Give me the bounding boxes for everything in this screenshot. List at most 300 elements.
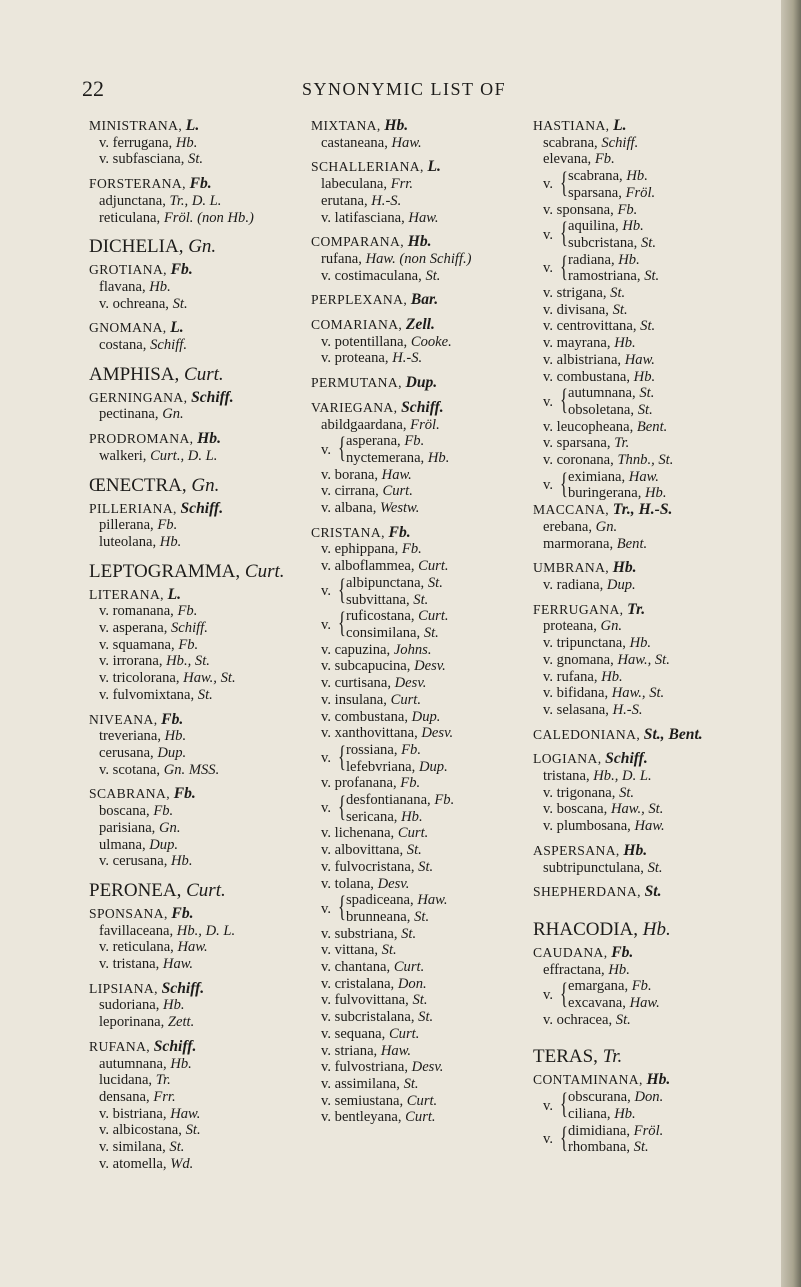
- synonym-name: v. xanthovittana,: [321, 725, 418, 742]
- synonym-name: subcristana,: [568, 234, 638, 251]
- synonym-name: castaneana,: [321, 134, 388, 151]
- synonym-name: sparsana,: [568, 184, 622, 201]
- synonym-name: eximiana,: [568, 468, 626, 485]
- synonym-line: [311, 1093, 529, 1110]
- synonym-name: v. combustana,: [321, 708, 408, 725]
- variety-abbrev: v.: [543, 259, 553, 276]
- species-heading: [533, 945, 769, 962]
- synonym-author: Hb.: [171, 853, 193, 870]
- variety-brace-group: [533, 1089, 769, 1122]
- brace-pair: [346, 742, 448, 775]
- synonym-name: v. subcristalana,: [321, 1009, 415, 1026]
- synonym-author: Fb.: [401, 541, 422, 558]
- species-name: CONTAMINANA,: [533, 1072, 643, 1088]
- variety-brace-group: [311, 608, 529, 641]
- column-3: [533, 118, 769, 1156]
- synonym-author: Fb.: [617, 201, 638, 218]
- species-heading: [533, 751, 769, 768]
- synonym-author: St.: [188, 151, 204, 168]
- brace-line: [568, 1123, 663, 1140]
- synonym-author: Tr., D. L.: [169, 192, 222, 209]
- species-name: VARIEGANA,: [311, 399, 398, 415]
- synonym-author: Fb.: [404, 433, 425, 450]
- synonym-line: [311, 926, 529, 943]
- synonym-name: favillaceana,: [99, 922, 174, 939]
- synonym-name: v. tolana,: [321, 875, 374, 892]
- synonym-line: [89, 603, 311, 620]
- brace-line: [568, 168, 655, 185]
- synonym-name: consimilana,: [346, 624, 421, 641]
- species-author: Hb.: [623, 841, 648, 859]
- synonym-line: [89, 534, 311, 551]
- variety-brace-group: [311, 892, 529, 925]
- synonym-name: v. tricolorana,: [99, 670, 180, 687]
- synonym-author: Hb.: [175, 134, 198, 151]
- synonym-name: ulmana,: [99, 836, 146, 853]
- synonym-line: [311, 842, 529, 859]
- genus-heading: [89, 475, 311, 497]
- species-name: SCABRANA,: [89, 786, 171, 802]
- synonym-line: [89, 1139, 311, 1156]
- brace-line: [568, 485, 667, 502]
- synonym-name: v. bistriana,: [99, 1105, 167, 1122]
- synonym-author: Desv.: [414, 658, 446, 675]
- species-heading: [89, 431, 311, 448]
- synonym-author: St.: [612, 301, 628, 318]
- synonym-line: [89, 1106, 311, 1123]
- synonym-name: elevana,: [543, 151, 592, 168]
- synonym-author: Hb., St.: [166, 653, 210, 670]
- variety-brace-group: [533, 385, 769, 418]
- synonym-line: [89, 837, 311, 854]
- synonym-author: Curt.: [388, 1025, 420, 1042]
- synonym-author: Haw., St.: [610, 801, 664, 818]
- synonym-author: Haw.: [177, 939, 208, 956]
- synonym-name: subtripunctulana,: [543, 859, 644, 876]
- synonym-line: [533, 536, 769, 553]
- species-heading: [533, 118, 769, 135]
- synonym-line: [533, 685, 769, 702]
- synonym-line: [533, 818, 769, 835]
- synonym-line: [533, 768, 769, 785]
- synonym-line: [311, 483, 529, 500]
- synonym-author: Hb.: [645, 485, 667, 502]
- species-heading: [89, 712, 311, 729]
- synonym-author: Dup.: [411, 708, 441, 725]
- synonym-author: St.: [610, 285, 626, 302]
- synonym-name: sudoriana,: [99, 997, 160, 1014]
- brace-glyph: {: [338, 790, 346, 824]
- synonym-name: v. bifidana,: [543, 685, 609, 702]
- brace-glyph: {: [560, 383, 568, 417]
- synonym-author: Hb.: [427, 449, 450, 466]
- synonym-author: Haw.: [380, 1042, 411, 1059]
- synonym-author: St.: [381, 942, 397, 959]
- brace-line: [346, 450, 449, 467]
- brace-pair: [346, 792, 454, 825]
- brace-pair: [568, 1123, 663, 1156]
- genus-heading: [533, 919, 769, 941]
- brace-pair: [568, 218, 656, 251]
- brace-pair: [568, 168, 655, 201]
- synonym-line: [89, 1089, 311, 1106]
- species-author: Tr.: [627, 600, 646, 618]
- species-name: LITERANA,: [89, 586, 164, 602]
- synonym-author: St.: [639, 385, 655, 402]
- synonym-name: v. assimilana,: [321, 1075, 400, 1092]
- synonym-name: ramostriana,: [568, 268, 641, 285]
- synonym-name: v. ferrugana,: [99, 134, 173, 151]
- synonym-name: erebana,: [543, 518, 593, 535]
- synonym-name: v. insulana,: [321, 691, 387, 708]
- synonym-author: Haw., St.: [611, 685, 665, 702]
- synonym-author: Curt.: [418, 608, 449, 625]
- synonym-author: St.: [197, 686, 213, 703]
- synonym-line: [89, 337, 311, 354]
- synonym-author: Fröl.: [410, 416, 440, 433]
- synonym-name: ruficostana,: [346, 608, 415, 625]
- page-number: 22: [82, 76, 104, 101]
- species-heading: [89, 118, 311, 135]
- synonym-name: v. albovittana,: [321, 842, 404, 859]
- synonym-name: v. irrorana,: [99, 653, 163, 670]
- species-author: Hb.: [407, 233, 432, 251]
- synonym-name: treveriana,: [99, 728, 161, 745]
- brace-line: [568, 469, 667, 486]
- synonym-name: scabrana,: [568, 168, 623, 185]
- synonym-author: H.-S.: [612, 701, 643, 718]
- species-heading: [89, 1039, 311, 1056]
- variety-brace-group: [311, 575, 529, 608]
- synonym-name: v. ochreana,: [99, 295, 169, 312]
- synonym-name: cerusana,: [99, 744, 154, 761]
- synonym-name: desfontianana,: [346, 792, 431, 809]
- synonym-line: [311, 135, 529, 152]
- synonym-name: ciliana,: [568, 1105, 611, 1122]
- synonym-name: subvittana,: [346, 591, 410, 608]
- species-name: SPONSANA,: [89, 905, 168, 921]
- synonym-author: Gn.: [595, 518, 618, 535]
- synonym-line: [311, 176, 529, 193]
- synonym-line: [311, 1009, 529, 1026]
- variety-abbrev: v.: [543, 1130, 553, 1147]
- synonym-author: Fb.: [401, 741, 422, 758]
- synonym-line: [533, 335, 769, 352]
- synonym-author: Curt.: [406, 1092, 438, 1109]
- synonym-name: v. mayrana,: [543, 335, 611, 352]
- synonym-author: St.: [172, 295, 188, 312]
- synonym-author: Gn.: [600, 618, 623, 635]
- genus-author: Gn.: [188, 236, 217, 258]
- species-name: LIPSIANA,: [89, 980, 158, 996]
- synonym-line: [311, 859, 529, 876]
- synonym-author: Thnb., St.: [617, 452, 674, 469]
- synonym-author: Curt.: [390, 691, 422, 708]
- synonym-author: Frr.: [153, 1088, 176, 1105]
- synonym-name: v. cirrana,: [321, 483, 379, 500]
- synonym-author: St.: [644, 268, 660, 285]
- synonym-author: H.-S.: [392, 350, 423, 367]
- brace-line: [346, 433, 449, 450]
- synonym-author: Westw.: [380, 500, 420, 517]
- synonym-line: [89, 406, 311, 423]
- brace-line: [568, 185, 655, 202]
- species-author: Schiff.: [605, 750, 648, 768]
- synonym-author: Gn. MSS.: [163, 761, 220, 778]
- synonym-line: [311, 992, 529, 1009]
- synonym-line: [89, 939, 311, 956]
- synonym-author: St.: [414, 908, 430, 925]
- synonym-name: v. costimaculana,: [321, 267, 422, 284]
- synonym-author: Fb.: [434, 792, 455, 809]
- synonym-name: v. reticulana,: [99, 939, 174, 956]
- synonym-author: Curt.: [418, 558, 449, 575]
- synonym-line: [89, 1014, 311, 1031]
- species-heading: [311, 118, 529, 135]
- synonym-author: Haw.: [634, 818, 665, 835]
- brace-glyph: {: [560, 1087, 568, 1121]
- synonym-name: v. tristana,: [99, 956, 160, 973]
- synonym-author: Haw.: [391, 134, 422, 151]
- synonym-line: [311, 709, 529, 726]
- synonym-line: [533, 452, 769, 469]
- genus-author: Curt.: [244, 560, 285, 582]
- synonym-author: St.: [418, 1009, 434, 1026]
- synonym-line: [533, 652, 769, 669]
- synonym-name: obscurana,: [568, 1089, 631, 1106]
- brace-line: [346, 742, 448, 759]
- brace-line: [568, 995, 660, 1012]
- brace-line: [346, 792, 454, 809]
- synonym-name: v. semiustana,: [321, 1092, 404, 1109]
- species-author: Fb.: [189, 175, 212, 193]
- synonym-author: Curt.: [405, 1109, 436, 1126]
- synonym-line: [311, 692, 529, 709]
- synonym-line: [533, 669, 769, 686]
- synonym-line: [533, 285, 769, 302]
- synonym-name: v. squamana,: [99, 636, 175, 653]
- synonym-name: tristana,: [543, 768, 590, 785]
- synonym-author: Hb.: [622, 218, 644, 235]
- synonym-line: [89, 670, 311, 687]
- species-name: SCHALLERIANA,: [311, 159, 424, 175]
- synonym-name: v. centrovittana,: [543, 318, 637, 335]
- synonym-line: [533, 435, 769, 452]
- synonym-line: [89, 637, 311, 654]
- synonym-author: Fb.: [177, 603, 198, 620]
- synonym-name: costana,: [99, 337, 147, 354]
- species-name: CRISTANA,: [311, 524, 385, 540]
- synonym-name: scabrana,: [543, 134, 598, 151]
- synonym-line: [89, 1056, 311, 1073]
- synonym-author: Johns.: [393, 641, 432, 658]
- brace-glyph: {: [560, 466, 568, 500]
- synonym-name: v. fulvovittana,: [321, 992, 409, 1009]
- brace-line: [346, 592, 443, 609]
- synonym-name: effractana,: [543, 961, 605, 978]
- species-heading: [311, 375, 529, 392]
- synonym-line: [89, 745, 311, 762]
- synonym-name: v. tripunctana,: [543, 635, 626, 652]
- brace-pair: [346, 575, 443, 608]
- synonym-name: v. lichenana,: [321, 825, 395, 842]
- species-author: Hb.: [646, 1071, 671, 1089]
- synonym-line: [89, 1072, 311, 1089]
- brace-line: [568, 218, 656, 235]
- synonym-author: Fb.: [594, 151, 615, 168]
- synonym-line: [533, 419, 769, 436]
- synonym-line: [533, 369, 769, 386]
- synonym-name: v. selasana,: [543, 701, 609, 718]
- variety-abbrev: v.: [321, 800, 331, 817]
- species-author: St.: [644, 883, 662, 901]
- synonym-line: [533, 318, 769, 335]
- synonym-name: v. proteana,: [321, 350, 389, 367]
- species-heading: [311, 292, 529, 309]
- brace-glyph: {: [560, 1120, 568, 1154]
- synonym-author: Bent.: [636, 418, 668, 435]
- synonym-author: Haw.: [417, 892, 448, 909]
- synonym-name: asperana,: [346, 433, 401, 450]
- synonym-author: Gn.: [158, 819, 181, 836]
- synonym-line: [533, 1012, 769, 1029]
- spacer: [533, 835, 769, 843]
- synonym-author: St.: [619, 784, 635, 801]
- synonym-line: [311, 642, 529, 659]
- brace-pair: [568, 385, 654, 418]
- variety-brace-group: [533, 466, 769, 502]
- synonym-line: [89, 151, 311, 168]
- species-author: Tr., H.-S.: [612, 501, 673, 519]
- species-author: Hb.: [612, 559, 637, 577]
- synonym-line: [533, 151, 769, 168]
- genus-name: PERONEA,: [89, 879, 182, 901]
- synonym-author: Hb.: [159, 533, 182, 550]
- variety-brace-group: [533, 249, 769, 285]
- genus-name: DICHELIA,: [89, 236, 184, 258]
- species-name: HASTIANA,: [533, 118, 610, 133]
- synonym-name: abildgaardana,: [321, 416, 407, 433]
- genus-heading: [89, 236, 311, 258]
- species-heading: [311, 234, 529, 251]
- species-heading: [533, 727, 769, 744]
- running-title: SYNONYMIC LIST OF: [302, 79, 507, 99]
- brace-line: [346, 909, 447, 926]
- synonym-author: Hb.: [626, 168, 648, 185]
- species-name: LOGIANA,: [533, 751, 602, 767]
- variety-abbrev: v.: [543, 393, 553, 410]
- synonym-line: [89, 135, 311, 152]
- synonym-line: [311, 658, 529, 675]
- synonym-name: v. ochracea,: [543, 1011, 613, 1028]
- synonym-name: v. subfasciana,: [99, 151, 185, 168]
- synonym-name: lucidana,: [99, 1072, 153, 1089]
- synonym-author: Haw.: [381, 466, 412, 483]
- synonym-name: v. plumbosana,: [543, 818, 631, 835]
- synonym-line: [311, 1109, 529, 1126]
- synonym-name: v. latifasciana,: [321, 209, 405, 226]
- genus-name: TERAS,: [533, 1046, 598, 1068]
- synonym-name: v. asperana,: [99, 620, 168, 637]
- species-author: L.: [613, 117, 627, 134]
- synonym-author: Hb.: [170, 1055, 192, 1072]
- synonym-name: v. cristalana,: [321, 975, 395, 992]
- brace-line: [568, 1089, 663, 1106]
- variety-abbrev: v.: [321, 900, 331, 917]
- spacer: [89, 1031, 311, 1039]
- synonym-author: Fb.: [631, 978, 652, 995]
- synonym-name: v. trigonana,: [543, 784, 616, 801]
- synonym-author: Dup.: [149, 836, 179, 853]
- synonym-name: dimidiana,: [568, 1122, 631, 1139]
- synonym-name: v. romanana,: [99, 603, 174, 620]
- genus-heading: [89, 561, 311, 583]
- synonym-line: [533, 801, 769, 818]
- synonym-author: Haw.: [170, 1105, 201, 1122]
- species-name: MINISTRANA,: [89, 118, 183, 133]
- genus-name: ŒNECTRA,: [89, 474, 187, 496]
- genus-author: Curt.: [186, 879, 226, 901]
- synonym-line: [89, 448, 311, 465]
- species-heading: [533, 602, 769, 619]
- species-heading: [89, 320, 311, 337]
- species-name: FORSTERANA,: [89, 176, 186, 192]
- synonym-name: parisiana,: [99, 819, 156, 836]
- synonym-author: Hb.: [401, 808, 423, 825]
- species-name: PILLERIANA,: [89, 500, 177, 516]
- synonym-line: [89, 210, 311, 227]
- synonym-author: Don.: [634, 1089, 664, 1106]
- synonym-author: Schiff.: [171, 620, 208, 637]
- synonym-author: Curt., D. L.: [150, 447, 218, 464]
- spacer: [533, 594, 769, 602]
- synonym-author: St.: [413, 591, 429, 608]
- genus-author: Hb.: [642, 918, 671, 940]
- synonym-author: Don.: [397, 975, 427, 992]
- synonym-name: v. chantana,: [321, 959, 391, 976]
- brace-glyph: {: [338, 740, 346, 774]
- synonym-line: [89, 803, 311, 820]
- synonym-line: [89, 620, 311, 637]
- synonym-name: v. capuzina,: [321, 641, 391, 658]
- synonym-author: St.: [403, 1075, 419, 1092]
- brace-line: [568, 235, 656, 252]
- synonym-author: Haw.: [408, 209, 439, 226]
- synonym-author: Schiff.: [601, 134, 639, 151]
- species-name: MACCANA,: [533, 502, 610, 518]
- brace-glyph: {: [560, 249, 568, 283]
- synonym-author: Bent.: [616, 535, 648, 552]
- synonym-author: St.: [640, 318, 656, 335]
- synonym-line: [533, 785, 769, 802]
- synonym-line: [311, 1026, 529, 1043]
- species-heading: [311, 400, 529, 417]
- brace-line: [568, 1139, 663, 1156]
- synonym-name: sericana,: [346, 808, 398, 825]
- brace-line: [568, 385, 654, 402]
- synonym-name: v. radiana,: [543, 576, 604, 593]
- synonym-author: St.: [640, 234, 656, 251]
- synonym-name: brunneana,: [346, 908, 411, 925]
- synonym-author: St.: [425, 267, 441, 284]
- synonym-author: Zett.: [167, 1014, 195, 1031]
- synonym-author: Haw., St.: [617, 651, 670, 668]
- synonym-name: spadiceana,: [346, 892, 414, 909]
- genus-heading: [89, 880, 311, 902]
- synonym-line: [89, 296, 311, 313]
- synonym-line: [311, 541, 529, 558]
- synonym-name: v. subcapucina,: [321, 658, 411, 675]
